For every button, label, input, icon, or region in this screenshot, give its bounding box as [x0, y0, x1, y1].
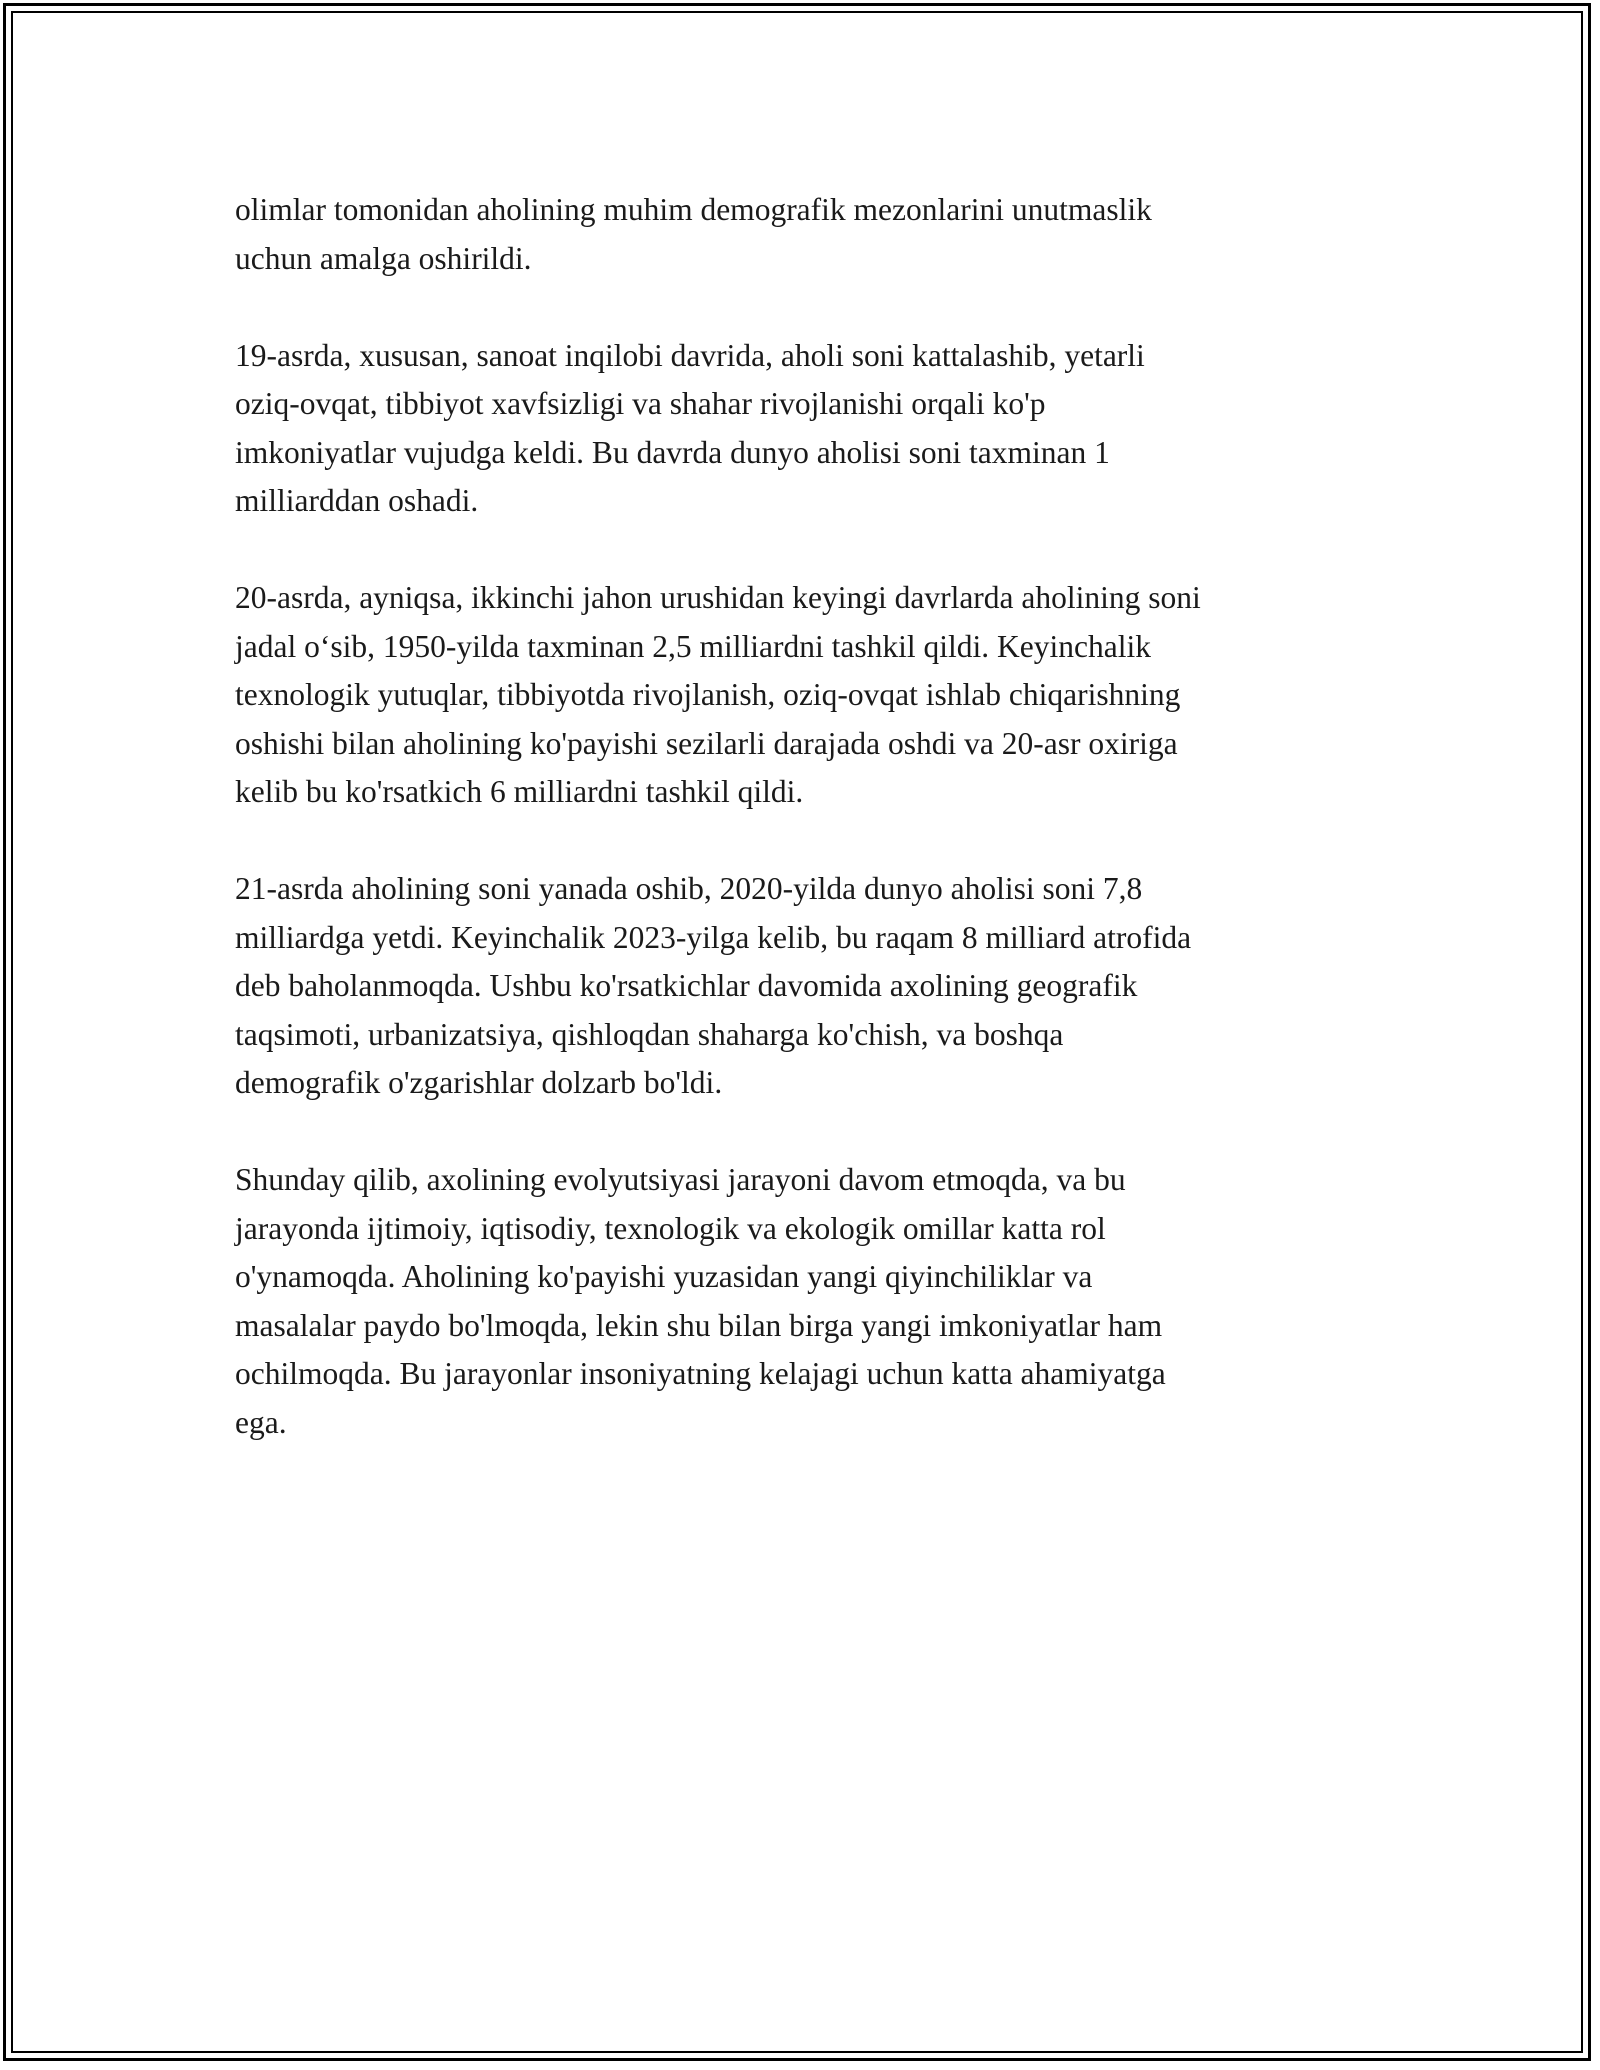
paragraph-3: 20-asrda, ayniqsa, ikkinchi jahon urushidan keyingi davrlarda aholining soni jadal o‘sib, 1950-yilda taxminan 2,5 milliardni tashkil qildi. Keyinchalik texnologik yutuqlar, tibbiyotda rivojlanish, oziq-ovqat ishlab chiqarishning oshishi bilan aholining ko'payishi sezilarli darajada oshdi va 20-asr oxiriga kelib bu ko'rsatkich 6 milliardni tashkil qildi. [235, 580, 1201, 809]
paragraph-1: olimlar tomonidan aholining muhim demografik mezonlarini unutmaslik uchun amalga oshirildi. [235, 192, 1152, 276]
paragraph-2: 19-asrda, xususan, sanoat inqilobi davrida, aholi soni kattalashib, yetarli oziq-ovqat, tibbiyot xavfsizligi va shahar rivojlanishi orqali ko'p imkoniyatlar vujudga keldi. Bu davrda dunyo aholisi soni taxminan 1 milliarddan oshadi. [235, 337, 1145, 518]
paragraph-4: 21-asrda aholining soni yanada oshib, 2020-yilda dunyo aholisi soni 7,8 milliardga yetdi. Keyinchalik 2023-yilga kelib, bu raqam 8 milliard atrofida deb baholanmoqda. Ushbu ko'rsatkichlar davomida axolining geografik taqsimoti, urbanizatsiya, qishloqdan shaharga ko'chish, va boshqa demografik o'zgarishlar dolzarb bo'ldi. [235, 871, 1192, 1100]
paragraph-5: Shunday qilib, axolining evolyutsiyasi jarayoni davom etmoqda, va bu jarayonda ijtimoiy, iqtisodiy, texnologik va ekologik omillar katta rol o'ynamoqda. Aholining ko'payishi yuzasidan yangi qiyinchiliklar va masalalar paydo bo'lmoqda, lekin shu bilan birga yangi imkoniyatlar ham ochilmoqda. Bu jarayonlar insoniyatning kelajagi uchun katta ahamiyatga ega. [235, 1162, 1166, 1440]
document-body [235, 186, 1375, 1496]
